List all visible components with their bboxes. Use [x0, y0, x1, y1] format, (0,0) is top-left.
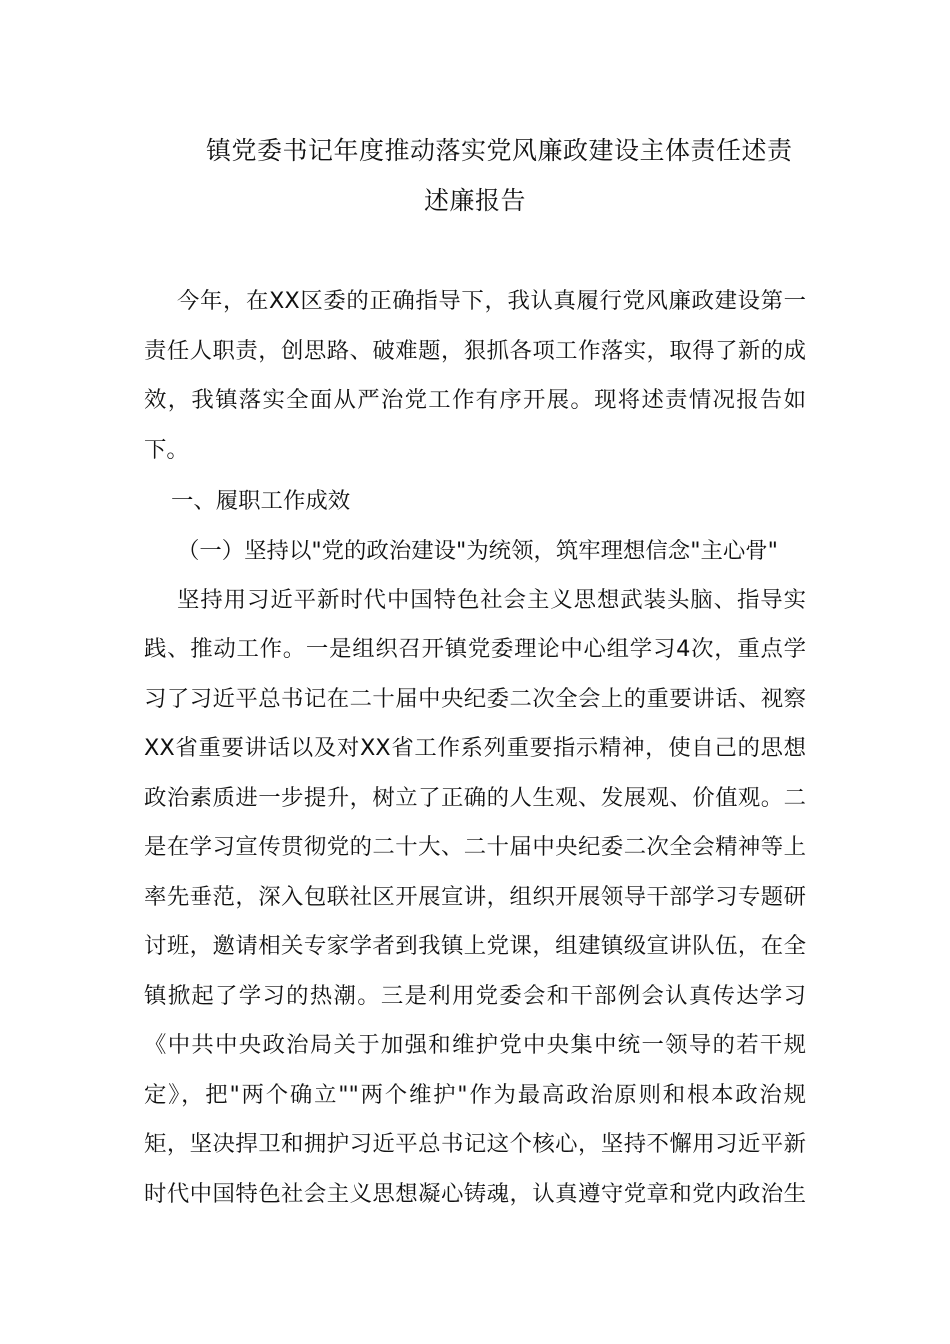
body-line: 讨班，邀请相关专家学者到我镇上党课，组建镇级宣讲队伍，在全 — [144, 933, 806, 959]
section-heading: 一、履职工作成效 — [171, 488, 351, 514]
body-line: XX省重要讲话以及对XX省工作系列重要指示精神，使自己的思想 — [144, 735, 806, 761]
intro-line: 今年，在XX区委的正确指导下，我认真履行党风廉政建设第一 — [177, 288, 806, 314]
intro-line: 下。 — [144, 437, 189, 463]
body-line: 是在学习宣传贯彻党的二十大、二十届中央纪委二次全会精神等上 — [144, 834, 806, 860]
body-line: 定》，把"两个确立""两个维护"作为最高政治原则和根本政治规 — [144, 1082, 806, 1108]
body-line: 践、推动工作。一是组织召开镇党委理论中心组学习4次，重点学 — [144, 636, 806, 662]
body-line: 《中共中央政治局关于加强和维护党中央集中统一领导的若干规 — [144, 1032, 806, 1058]
subsection-heading: （一）坚持以"党的政治建设"为统领，筑牢理想信念"主心骨" — [177, 538, 778, 564]
body-line: 矩，坚决捍卫和拥护习近平总书记这个核心，坚持不懈用习近平新 — [144, 1131, 806, 1157]
intro-line: 责任人职责，创思路、破难题，狠抓各项工作落实，取得了新的成 — [144, 338, 806, 364]
document-title-line-2: 述廉报告 — [423, 186, 526, 215]
intro-line: 效，我镇落实全面从严治党工作有序开展。现将述责情况报告如 — [144, 387, 806, 413]
body-line: 时代中国特色社会主义思想凝心铸魂，认真遵守党章和党内政治生 — [144, 1181, 806, 1207]
document-title-line-1: 镇党委书记年度推动落实党风廉政建设主体责任述责 — [206, 136, 793, 165]
body-line: 坚持用习近平新时代中国特色社会主义思想武装头脑、指导实 — [177, 587, 806, 613]
body-line: 率先垂范，深入包联社区开展宣讲，组织开展领导干部学习专题研 — [144, 884, 806, 910]
body-line: 镇掀起了学习的热潮。三是利用党委会和干部例会认真传达学习 — [144, 983, 806, 1009]
body-line: 习了习近平总书记在二十届中央纪委二次全会上的重要讲话、视察 — [144, 686, 806, 712]
body-line: 政治素质进一步提升，树立了正确的人生观、发展观、价值观。二 — [144, 785, 806, 811]
